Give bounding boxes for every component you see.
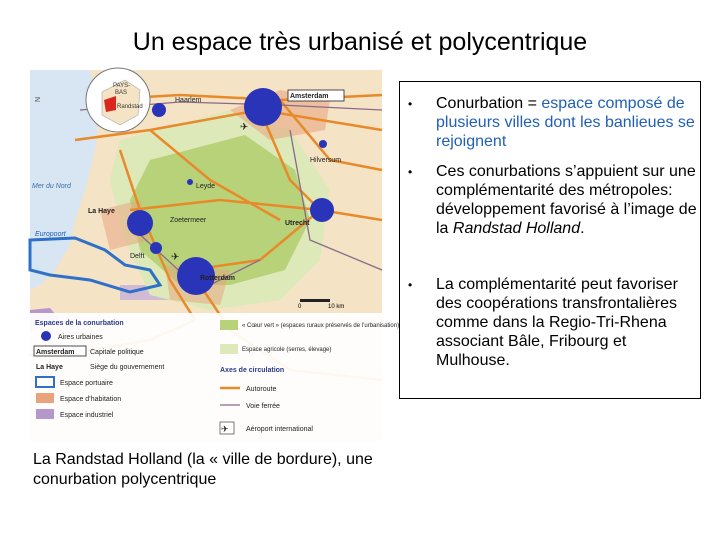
slide-title: Un espace très urbanisé et polycentrique [132,28,588,56]
city-haarlem [152,103,166,117]
label-hilversum: Hilversum [310,157,342,164]
label-la-haye: La Haye [88,208,115,215]
label-europoort: Europoort [35,231,66,238]
bullet-text-3: La complémentarité peut favoriser des coopérations transfrontalières comme dans la Regio-Tri-Rhena associant Bâle, Fribourg et Mulhouse. [436,276,678,369]
svg-text:✈: ✈ [240,122,249,133]
city-leyde [187,179,193,185]
bullet-2-italic: Randstad Holland [452,220,581,237]
city-amsterdam [244,88,282,126]
city-hilversum [319,140,327,148]
legend-autoroute: Autoroute [246,386,277,393]
legend-habitation: Espace d’habitation [60,396,122,403]
scale-ten: 10 km [328,304,345,310]
label-rotterdam: Rotterdam [200,275,236,282]
legend-coeur-vert: « Cœur vert » (espaces ruraux préservés de l’urbanisation) [242,323,400,329]
legend-axes-title: Axes de circulation [220,367,285,374]
bullet-box [399,81,701,399]
bullet-mark: • [408,165,413,179]
bullet-1-rest: de plusieurs villes dont les banlieues se rejoignent [436,95,695,150]
legend-agricole: Espace agricole (serres, élevage) [242,347,332,353]
inset-label-1: PAYS- [113,83,131,89]
legend-la-haye: La Haye [36,364,63,371]
bullet-2-end: . [580,220,585,237]
bullet-text-2 [436,162,698,238]
label-leyde: Leyde [196,183,216,190]
north-label: N [35,96,42,102]
scale-zero: 0 [298,304,302,310]
city-delft [150,242,162,254]
label-haarlem: Haarlem [175,97,202,104]
map-caption: La Randstad Holland (la « ville de bordure), une conurbation polycentrique [33,451,373,488]
bullet-1-lead: Conurbation = [436,95,542,112]
label-zoetermeer: Zoetermeer [170,217,207,224]
bullet-mark: • [408,97,413,111]
bullet-2-text: Ces conurbations s’appuient sur une complémentarité des métropoles: développement favorisé à l’image de la [436,163,697,237]
svg-text:✈: ✈ [171,252,180,263]
legend-title: Espaces de la conurbation [35,320,124,327]
legend-siege: Siège du gouvernement [90,364,165,371]
sea-label: Mer du Nord [32,183,71,190]
label-delft: Delft [130,253,145,260]
legend-aeroport: Aéroport international [246,426,313,433]
legend-industriel: Espace industriel [60,412,114,419]
inset-label-3: Randstad [117,104,143,110]
randstad-map [30,70,400,442]
legend-panel [30,313,382,442]
legend-aires-urbaines: Aires urbaines [58,334,103,341]
inset-label-2: BAS [115,90,128,96]
city-la-haye [127,210,153,236]
inset-map [86,68,150,132]
bullet-text-1 [436,94,698,151]
legend-airport-icon: ✈ [221,424,229,434]
label-utrecht: Utrecht [285,220,310,227]
legend-voie-ferree: Voie ferrée [246,403,280,410]
legend-portuaire: Espace portuaire [60,380,113,387]
bullet-1-highlight: espace composé [541,95,663,112]
bullet-mark: • [408,278,413,292]
legend-capitale: Capitale politique [90,349,144,356]
legend-amsterdam: Amsterdam [36,349,75,356]
label-amsterdam: Amsterdam [290,93,329,100]
city-utrecht [310,198,334,222]
